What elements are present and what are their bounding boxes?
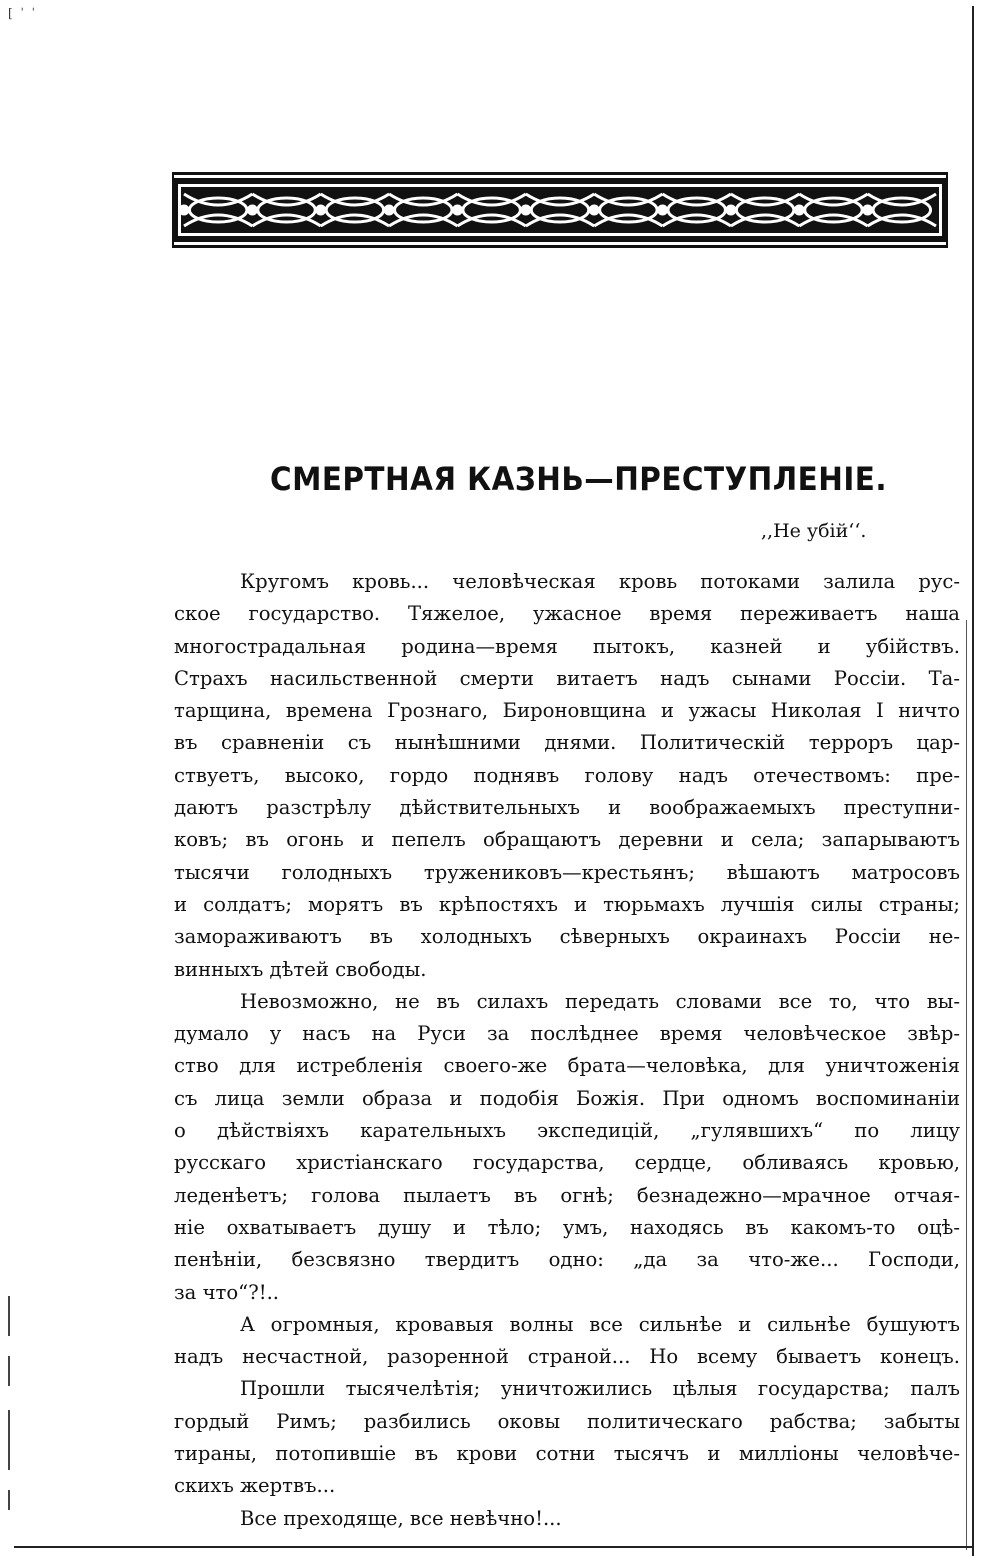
paragraph [174, 566, 960, 986]
ornament-knot [317, 206, 325, 214]
text-line: Все преходяще, все невѣчно!... [240, 1506, 562, 1530]
text-line: и солдатъ; морятъ въ крѣпостяхъ и тюрьмахъ лучшія силы страны; [174, 892, 960, 916]
text-line: за что“?!.. [174, 1280, 280, 1304]
ornament-knot [590, 206, 598, 214]
text-line: ское государство. Тяжелое, ужасное время переживаетъ наша [174, 602, 960, 626]
page-border-inner [966, 620, 967, 1550]
article-title: СМЕРТНАЯ КАЗНЬ—ПРЕСТУПЛЕНІЕ. [270, 460, 887, 498]
text-line: думало у насъ на Руси за послѣднее время человѣческое звѣр- [174, 1022, 960, 1046]
text-line: замораживаютъ въ холодныхъ сѣверныхъ окраинахъ Россіи не- [174, 925, 960, 949]
text-line: тысячи голодныхъ тружениковъ—крестьянъ; вѣшаютъ матросовъ [174, 860, 960, 884]
ornament-knot [180, 206, 188, 214]
margin-mark [8, 1490, 10, 1510]
text-line: тарщина, времена Грознаго, Бироновщина и ужасы Николая I ничто [174, 699, 960, 723]
text-line: ство для истребленія своего-же брата—человѣка, для уничтоженія [174, 1054, 960, 1078]
text-line: Прошли тысячелѣтія; уничтожились цѣлыя государства; палъ [240, 1377, 960, 1401]
ornament-knot [453, 206, 461, 214]
text-line: многострадальная родина—время пытокъ, казней и убійствъ. [174, 634, 960, 658]
text-line: Страхъ насильственной смерти витаетъ надъ сынами Россіи. Та- [174, 666, 960, 690]
margin-mark [8, 1296, 10, 1336]
text-line: о дѣйствіяхъ карательныхъ экспедицій, „гулявшихъ“ по лицу [174, 1119, 960, 1143]
margin-mark [8, 1356, 10, 1386]
page-border-right [972, 6, 974, 1556]
page-border-bottom [14, 1546, 974, 1548]
ornament-knot [659, 206, 667, 214]
text-line: русскаго христіанскаго государства, сердце, обливаясь кровью, [174, 1151, 960, 1175]
ornament-knot [795, 206, 803, 214]
text-line: ствуетъ, высоко, гордо поднявъ голову надъ отечествомъ: пре- [174, 763, 960, 787]
ornament-knot [864, 206, 872, 214]
text-line: скихъ жертвъ... [174, 1474, 336, 1498]
ornament-knot [248, 206, 256, 214]
ornament-knot [385, 206, 393, 214]
text-line: гордый Римъ; разбились оковы политическаго рабства; забыты [174, 1409, 960, 1433]
text-line: пенѣніи, безсвязно твердитъ одно: „да за что-же... Господи, [174, 1248, 960, 1272]
ornament-knot [522, 206, 530, 214]
text-line: надъ несчастной, разоренной страной... Но всему бываетъ конецъ. [174, 1345, 960, 1369]
margin-mark [8, 1410, 10, 1470]
ornament-knot [727, 206, 735, 214]
text-line: съ лица земли образа и подобія Божія. При одномъ воспоминаніи [174, 1086, 960, 1110]
text-line: ковъ; въ огонь и пепелъ обращаютъ деревни и села; запарываютъ [174, 828, 960, 852]
text-line: тираны, потопившіе въ крови сотни тысячъ и милліоны человѣче- [174, 1442, 960, 1466]
paragraph [174, 1503, 960, 1535]
ornament-band [172, 172, 948, 248]
text-line: Кругомъ кровь... человѣческая кровь потоками залила рус- [240, 570, 960, 593]
epigraph: ,,Не убій‘‘. [761, 520, 867, 542]
text-line: даютъ разстрѣлу дѣйствительныхъ и воображаемыхъ преступни- [174, 796, 960, 820]
paragraph [174, 1309, 960, 1374]
paragraph [174, 1373, 960, 1502]
text-line: А огромныя, кровавыя волны все сильнѣе и сильнѣе бушуютъ [240, 1312, 960, 1336]
text-line: ніе охватываетъ душу и тѣло; умъ, находясь въ какомъ-то оцѣ- [174, 1215, 960, 1239]
text-line: винныхъ дѣтей свободы. [174, 957, 427, 981]
corner-mark: [ ˈ ˈ [8, 6, 37, 20]
text-line: Невозможно, не въ силахъ передать словами все то, что вы- [240, 989, 960, 1013]
paragraph [174, 986, 960, 1309]
article-body [174, 566, 960, 1535]
text-line: въ сравненіи съ нынѣшними днями. Политическій терроръ цар- [174, 731, 960, 755]
text-line: леденѣетъ; голова пылаетъ въ огнѣ; безнадежно—мрачное отчая- [174, 1183, 960, 1207]
